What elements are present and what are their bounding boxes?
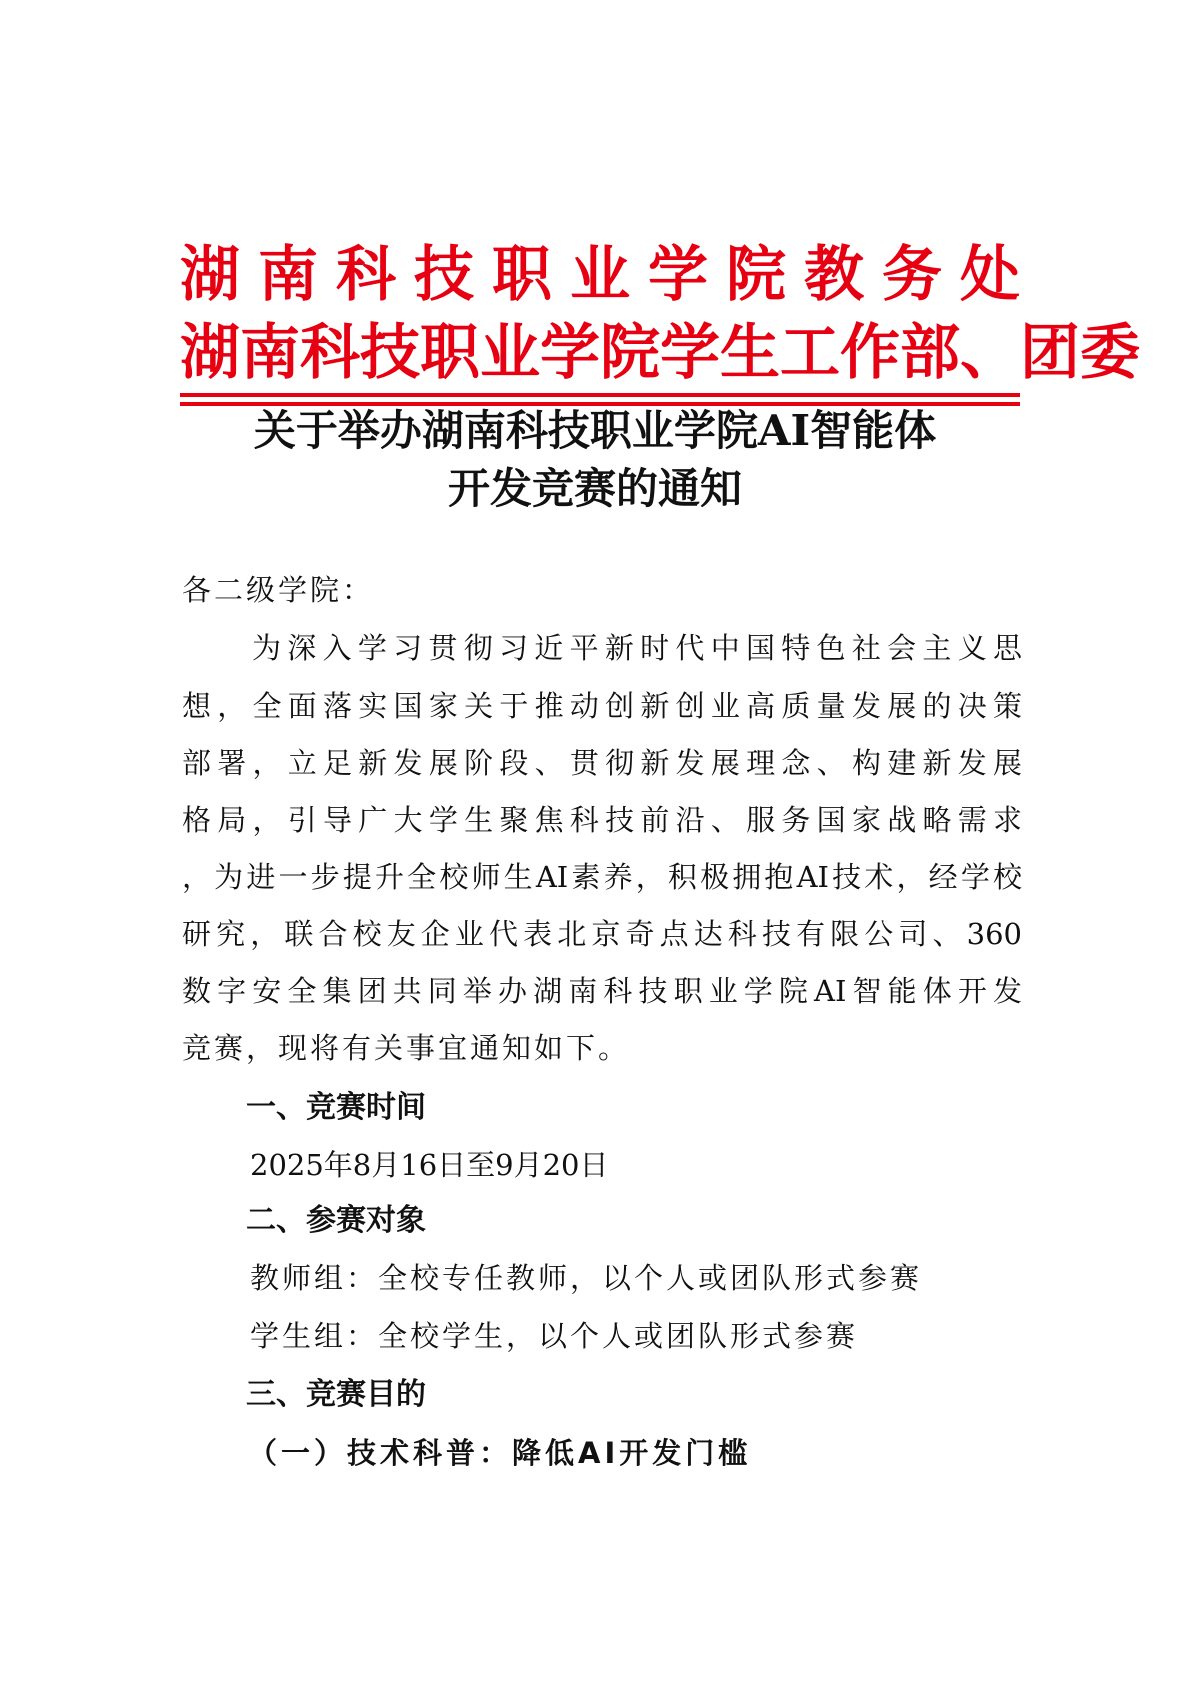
intro-line: 研究，联合校友企业代表北京奇点达科技有限公司、360 (182, 917, 1022, 951)
intro-line: 格局，引导广大学生聚焦科技前沿、服务国家战略需求 (182, 803, 1022, 837)
intro-line: 数字安全集团共同举办湖南科技职业学院AI智能体开发 (182, 974, 1022, 1008)
salutation: 各二级学院： (182, 573, 375, 607)
intro-line: 为深入学习贯彻习近平新时代中国特色社会主义思 (252, 631, 1022, 665)
intro-line: ，为进一步提升全校师生AI素养，积极拥抱AI技术，经学校 (182, 860, 1022, 894)
intro-line: 想，全面落实国家关于推动创新创业高质量发展的决策 (182, 689, 1022, 723)
section-heading-purpose: 三、竞赛目的 (246, 1377, 426, 1412)
competition-dates: 2025年8月16日至9月20日 (250, 1148, 609, 1182)
section-heading-competition-time: 一、竞赛时间 (246, 1090, 426, 1125)
letterhead-academic-affairs: 湖南科技职业学院教务处 (180, 240, 1020, 310)
letterhead-red-rule-top (180, 393, 1020, 397)
subsection-heading-tech-popularization: （一）技术科普：降低AI开发门槛 (248, 1436, 752, 1470)
section-heading-participants: 二、参赛对象 (246, 1203, 426, 1238)
intro-line: 竞赛，现将有关事宜通知如下。 (182, 1031, 631, 1065)
document-title-line1: 关于举办湖南科技职业学院AI智能体 (253, 406, 937, 455)
letterhead-student-affairs-league: 湖南科技职业学院学生工作部、团委 (180, 318, 1140, 388)
student-group-text: 学生组：全校学生，以个人或团队形式参赛 (250, 1319, 859, 1353)
document-title-line2: 开发竞赛的通知 (447, 464, 742, 513)
intro-line: 部署，立足新发展阶段、贯彻新发展理念、构建新发展 (182, 746, 1022, 780)
teacher-group-text: 教师组：全校专任教师，以个人或团队形式参赛 (250, 1261, 923, 1295)
